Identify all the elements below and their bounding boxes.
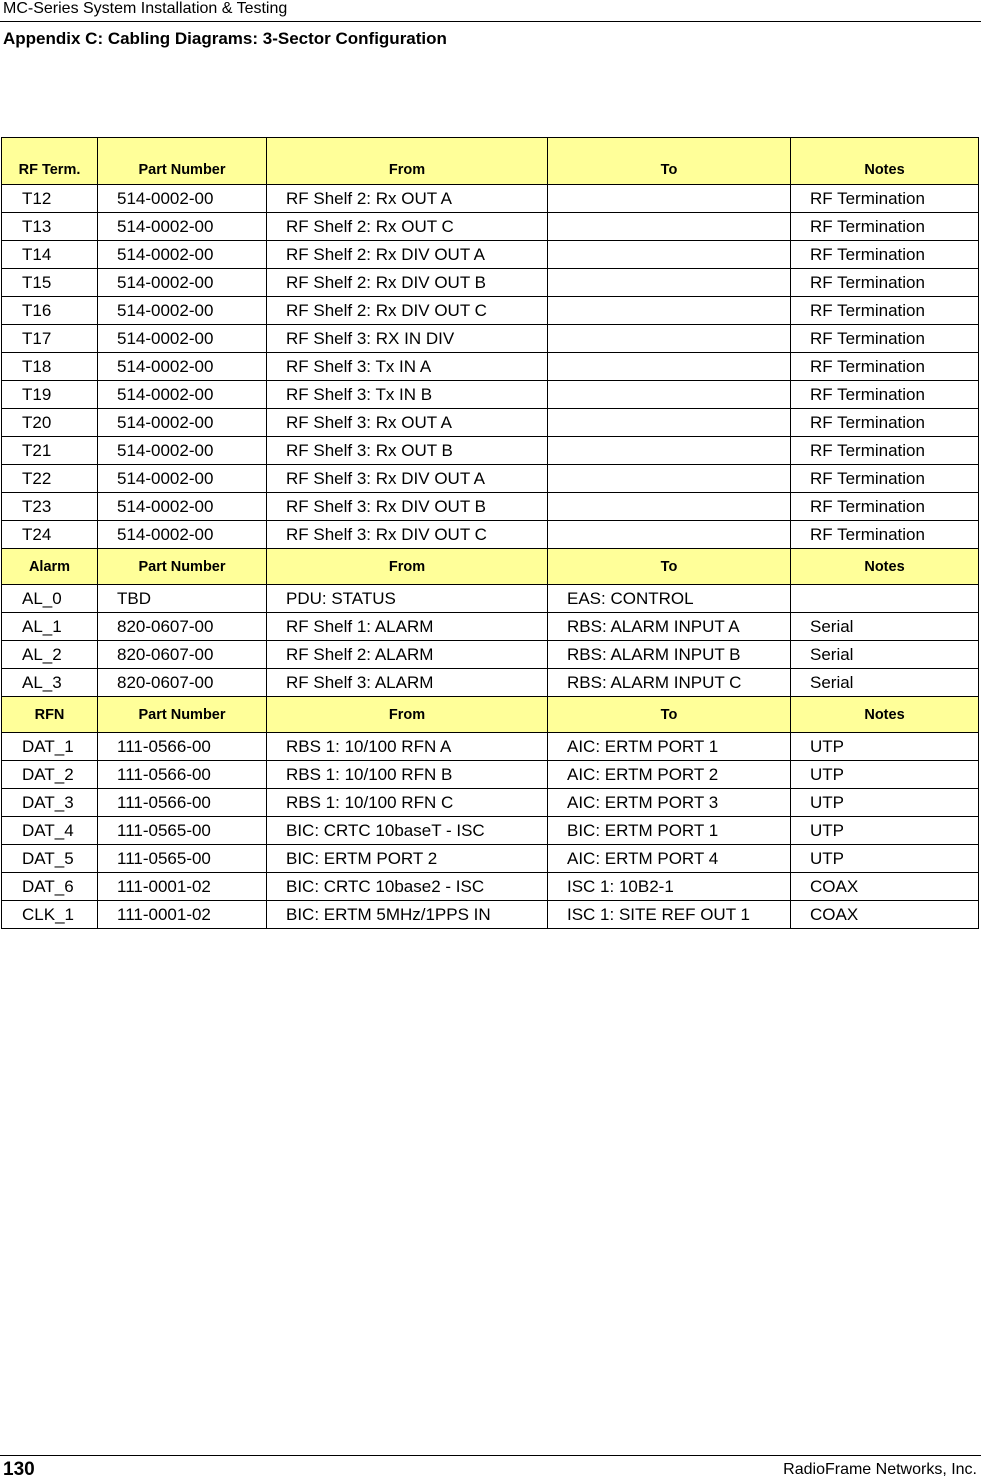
cell-notes: RF Termination [791, 493, 979, 521]
cell-notes [791, 585, 979, 613]
cell-id: DAT_4 [2, 817, 98, 845]
cell-part-number: 111-0001-02 [98, 901, 267, 929]
cell-part-number: 514-0002-00 [98, 297, 267, 325]
cell-notes: RF Termination [791, 241, 979, 269]
cell-to [548, 465, 791, 493]
column-header-notes: Notes [791, 549, 979, 585]
cell-to [548, 353, 791, 381]
cell-id: T22 [2, 465, 98, 493]
cell-to: RBS: ALARM INPUT A [548, 613, 791, 641]
cell-id: DAT_6 [2, 873, 98, 901]
cell-id: T17 [2, 325, 98, 353]
cell-from: RF Shelf 2: Rx OUT A [267, 185, 548, 213]
cell-to: BIC: ERTM PORT 1 [548, 817, 791, 845]
column-header-from: From [267, 697, 548, 733]
table-row [2, 213, 979, 241]
cell-part-number: 514-0002-00 [98, 353, 267, 381]
cell-id: AL_1 [2, 613, 98, 641]
cell-id: T23 [2, 493, 98, 521]
cell-from: BIC: ERTM 5MHz/1PPS IN [267, 901, 548, 929]
cell-part-number: 514-0002-00 [98, 493, 267, 521]
cell-from: RF Shelf 2: ALARM [267, 641, 548, 669]
cell-notes: Serial [791, 669, 979, 697]
cell-to: ISC 1: 10B2-1 [548, 873, 791, 901]
cell-id: T24 [2, 521, 98, 549]
cell-id: AL_0 [2, 585, 98, 613]
table-row [2, 465, 979, 493]
header-rule [0, 21, 981, 22]
cell-part-number: TBD [98, 585, 267, 613]
cell-id: DAT_3 [2, 789, 98, 817]
column-header-from: From [267, 549, 548, 585]
cell-notes: RF Termination [791, 437, 979, 465]
cell-from: RBS 1: 10/100 RFN C [267, 789, 548, 817]
column-header-from: From [267, 138, 548, 185]
cell-id: T15 [2, 269, 98, 297]
cell-part-number: 820-0607-00 [98, 613, 267, 641]
table-row [2, 269, 979, 297]
cell-from: RF Shelf 3: ALARM [267, 669, 548, 697]
cell-id: AL_3 [2, 669, 98, 697]
cell-from: BIC: CRTC 10base2 - ISC [267, 873, 548, 901]
cell-to [548, 213, 791, 241]
cabling-table [1, 137, 979, 929]
cell-to [548, 325, 791, 353]
cell-to: ISC 1: SITE REF OUT 1 [548, 901, 791, 929]
table-row [2, 185, 979, 213]
cell-part-number: 514-0002-00 [98, 381, 267, 409]
column-header-notes: Notes [791, 138, 979, 185]
cell-id: T20 [2, 409, 98, 437]
column-header-id: Alarm [2, 549, 98, 585]
page-number: 130 [3, 1459, 35, 1480]
cell-part-number: 514-0002-00 [98, 437, 267, 465]
cell-part-number: 820-0607-00 [98, 641, 267, 669]
table-row [2, 297, 979, 325]
table-row [2, 437, 979, 465]
column-header-part-number: Part Number [98, 138, 267, 185]
cell-to [548, 185, 791, 213]
table-row [2, 241, 979, 269]
cell-from: RF Shelf 2: Rx OUT C [267, 213, 548, 241]
section-header-row [2, 138, 979, 185]
column-header-to: To [548, 549, 791, 585]
cell-id: DAT_5 [2, 845, 98, 873]
cell-id: T12 [2, 185, 98, 213]
cell-from: RF Shelf 2: Rx DIV OUT B [267, 269, 548, 297]
table-row [2, 789, 979, 817]
cell-notes: RF Termination [791, 465, 979, 493]
cell-notes: UTP [791, 789, 979, 817]
column-header-id: RFN [2, 697, 98, 733]
cell-part-number: 514-0002-00 [98, 521, 267, 549]
cell-from: RF Shelf 3: Rx DIV OUT C [267, 521, 548, 549]
table-row [2, 353, 979, 381]
cell-id: T21 [2, 437, 98, 465]
cell-id: T18 [2, 353, 98, 381]
cell-to: AIC: ERTM PORT 3 [548, 789, 791, 817]
company-name: RadioFrame Networks, Inc. [783, 1461, 977, 1478]
cell-part-number: 514-0002-00 [98, 185, 267, 213]
cell-from: RF Shelf 3: Rx DIV OUT A [267, 465, 548, 493]
cell-part-number: 514-0002-00 [98, 213, 267, 241]
cell-notes: RF Termination [791, 269, 979, 297]
cell-notes: UTP [791, 845, 979, 873]
table-row [2, 817, 979, 845]
table-row [2, 325, 979, 353]
table-row [2, 669, 979, 697]
cell-from: RF Shelf 2: Rx DIV OUT A [267, 241, 548, 269]
cell-notes: RF Termination [791, 381, 979, 409]
cell-part-number: 111-0566-00 [98, 789, 267, 817]
cell-part-number: 514-0002-00 [98, 241, 267, 269]
cell-part-number: 514-0002-00 [98, 465, 267, 493]
cell-to [548, 241, 791, 269]
cell-notes: RF Termination [791, 297, 979, 325]
cell-to [548, 409, 791, 437]
footer-rule [0, 1455, 981, 1456]
cell-part-number: 111-0565-00 [98, 845, 267, 873]
cell-id: DAT_2 [2, 761, 98, 789]
cell-part-number: 111-0566-00 [98, 761, 267, 789]
cell-notes: RF Termination [791, 325, 979, 353]
table-row [2, 901, 979, 929]
cell-to: AIC: ERTM PORT 4 [548, 845, 791, 873]
cell-from: RF Shelf 3: RX IN DIV [267, 325, 548, 353]
cell-id: AL_2 [2, 641, 98, 669]
table-row [2, 493, 979, 521]
cell-to: AIC: ERTM PORT 1 [548, 733, 791, 761]
cell-part-number: 111-0565-00 [98, 817, 267, 845]
cell-id: T16 [2, 297, 98, 325]
cell-notes: UTP [791, 817, 979, 845]
section-title: Appendix C: Cabling Diagrams: 3-Sector Configuration [3, 29, 447, 48]
cell-notes: COAX [791, 873, 979, 901]
cell-to [548, 297, 791, 325]
cell-id: T19 [2, 381, 98, 409]
column-header-to: To [548, 138, 791, 185]
section-header-row [2, 697, 979, 733]
table-row [2, 873, 979, 901]
cell-notes: UTP [791, 733, 979, 761]
table-row [2, 641, 979, 669]
cell-id: DAT_1 [2, 733, 98, 761]
cell-from: RF Shelf 1: ALARM [267, 613, 548, 641]
cell-to: RBS: ALARM INPUT C [548, 669, 791, 697]
cell-part-number: 514-0002-00 [98, 409, 267, 437]
cell-from: PDU: STATUS [267, 585, 548, 613]
column-header-id: RF Term. [2, 138, 98, 185]
cell-from: BIC: CRTC 10baseT - ISC [267, 817, 548, 845]
cell-to: RBS: ALARM INPUT B [548, 641, 791, 669]
cell-from: RF Shelf 3: Rx OUT A [267, 409, 548, 437]
cell-notes: RF Termination [791, 521, 979, 549]
cell-from: BIC: ERTM PORT 2 [267, 845, 548, 873]
running-head: MC-Series System Installation & Testing [3, 0, 288, 17]
cell-id: CLK_1 [2, 901, 98, 929]
cell-to [548, 381, 791, 409]
cell-from: RBS 1: 10/100 RFN A [267, 733, 548, 761]
table-row [2, 409, 979, 437]
cell-notes: UTP [791, 761, 979, 789]
cell-from: RF Shelf 3: Rx OUT B [267, 437, 548, 465]
cell-part-number: 820-0607-00 [98, 669, 267, 697]
cell-notes: RF Termination [791, 185, 979, 213]
cell-to [548, 521, 791, 549]
column-header-notes: Notes [791, 697, 979, 733]
column-header-to: To [548, 697, 791, 733]
cell-to [548, 437, 791, 465]
cell-to: EAS: CONTROL [548, 585, 791, 613]
cell-from: RF Shelf 3: Tx IN B [267, 381, 548, 409]
cell-notes: RF Termination [791, 213, 979, 241]
cell-notes: COAX [791, 901, 979, 929]
cell-notes: RF Termination [791, 353, 979, 381]
cell-part-number: 514-0002-00 [98, 269, 267, 297]
cell-to: AIC: ERTM PORT 2 [548, 761, 791, 789]
cell-to [548, 493, 791, 521]
cell-from: RF Shelf 3: Tx IN A [267, 353, 548, 381]
cell-from: RBS 1: 10/100 RFN B [267, 761, 548, 789]
column-header-part-number: Part Number [98, 697, 267, 733]
section-header-row [2, 549, 979, 585]
cell-from: RF Shelf 2: Rx DIV OUT C [267, 297, 548, 325]
cell-part-number: 514-0002-00 [98, 325, 267, 353]
table-row [2, 845, 979, 873]
table-row [2, 521, 979, 549]
cell-notes: Serial [791, 641, 979, 669]
cell-to [548, 269, 791, 297]
table-row [2, 761, 979, 789]
cell-part-number: 111-0566-00 [98, 733, 267, 761]
cell-id: T14 [2, 241, 98, 269]
table-row [2, 381, 979, 409]
cell-notes: RF Termination [791, 409, 979, 437]
table-row [2, 613, 979, 641]
cell-notes: Serial [791, 613, 979, 641]
table-row [2, 585, 979, 613]
cell-from: RF Shelf 3: Rx DIV OUT B [267, 493, 548, 521]
cell-part-number: 111-0001-02 [98, 873, 267, 901]
column-header-part-number: Part Number [98, 549, 267, 585]
table-row [2, 733, 979, 761]
cell-id: T13 [2, 213, 98, 241]
